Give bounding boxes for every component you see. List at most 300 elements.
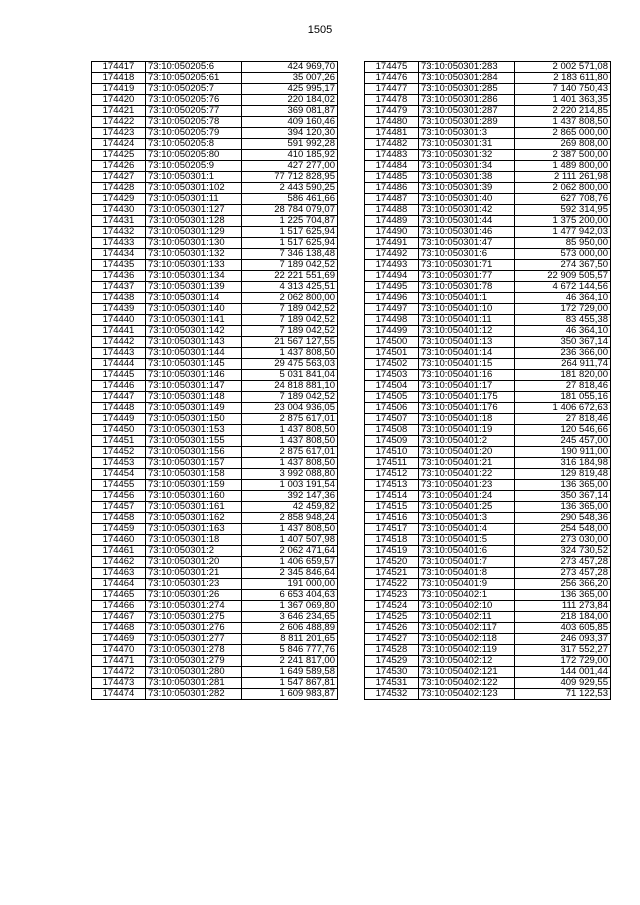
table-row bbox=[365, 183, 611, 194]
table-row bbox=[92, 513, 338, 524]
row-number-cell: 174457 bbox=[92, 502, 146, 513]
cadastral-value-cell: 191 000,00 bbox=[242, 579, 338, 590]
cadastral-number-cell: 73:10:050205:61 bbox=[146, 73, 242, 84]
cadastral-number-cell: 73:10:050301:144 bbox=[146, 348, 242, 359]
cadastral-number-cell: 73:10:050402:122 bbox=[419, 678, 515, 689]
cadastral-number-cell: 73:10:050205:76 bbox=[146, 95, 242, 106]
cadastral-number-cell: 73:10:050401:16 bbox=[419, 370, 515, 381]
cadastral-number-cell: 73:10:050301:39 bbox=[419, 183, 515, 194]
row-number-cell: 174531 bbox=[365, 678, 419, 689]
table-row bbox=[92, 579, 338, 590]
table-row bbox=[92, 502, 338, 513]
row-number-cell: 174506 bbox=[365, 403, 419, 414]
cadastral-number-cell: 73:10:050301:284 bbox=[419, 73, 515, 84]
table-row bbox=[365, 62, 611, 73]
row-number-cell: 174436 bbox=[92, 271, 146, 282]
cadastral-value-cell: 3 992 088,80 bbox=[242, 469, 338, 480]
cadastral-value-cell: 4 313 425,51 bbox=[242, 282, 338, 293]
table-row bbox=[365, 579, 611, 590]
cadastral-value-cell: 1 437 808,50 bbox=[242, 458, 338, 469]
cadastral-number-cell: 73:10:050205:9 bbox=[146, 161, 242, 172]
cadastral-number-cell: 73:10:050301:274 bbox=[146, 601, 242, 612]
cadastral-value-cell: 190 911,00 bbox=[515, 447, 611, 458]
cadastral-value-cell: 2 345 846,64 bbox=[242, 568, 338, 579]
row-number-cell: 174511 bbox=[365, 458, 419, 469]
table-row bbox=[365, 84, 611, 95]
row-number-cell: 174517 bbox=[365, 524, 419, 535]
row-number-cell: 174447 bbox=[92, 392, 146, 403]
table-row bbox=[365, 656, 611, 667]
row-number-cell: 174512 bbox=[365, 469, 419, 480]
row-number-cell: 174529 bbox=[365, 656, 419, 667]
row-number-cell: 174473 bbox=[92, 678, 146, 689]
table-row bbox=[365, 623, 611, 634]
cadastral-value-cell: 144 001,44 bbox=[515, 667, 611, 678]
table-row bbox=[365, 678, 611, 689]
cadastral-number-cell: 73:10:050301:133 bbox=[146, 260, 242, 271]
cadastral-number-cell: 73:10:050301:1 bbox=[146, 172, 242, 183]
row-number-cell: 174491 bbox=[365, 238, 419, 249]
row-number-cell: 174420 bbox=[92, 95, 146, 106]
row-number-cell: 174469 bbox=[92, 634, 146, 645]
table-row bbox=[92, 458, 338, 469]
row-number-cell: 174480 bbox=[365, 117, 419, 128]
table-row bbox=[92, 645, 338, 656]
row-number-cell: 174421 bbox=[92, 106, 146, 117]
cadastral-value-cell: 369 081,87 bbox=[242, 106, 338, 117]
row-number-cell: 174524 bbox=[365, 601, 419, 612]
table-row bbox=[92, 491, 338, 502]
cadastral-number-cell: 73:10:050301:44 bbox=[419, 216, 515, 227]
cadastral-number-cell: 73:10:050301:153 bbox=[146, 425, 242, 436]
row-number-cell: 174475 bbox=[365, 62, 419, 73]
cadastral-value-cell: 35 007,26 bbox=[242, 73, 338, 84]
table-row bbox=[92, 689, 338, 700]
cadastral-value-cell: 317 552,27 bbox=[515, 645, 611, 656]
cadastral-number-cell: 73:10:050205:79 bbox=[146, 128, 242, 139]
cadastral-number-cell: 73:10:050401:21 bbox=[419, 458, 515, 469]
cadastral-value-cell: 2 062 800,00 bbox=[242, 293, 338, 304]
cadastral-number-cell: 73:10:050301:156 bbox=[146, 447, 242, 458]
table-row bbox=[92, 678, 338, 689]
table-row bbox=[365, 447, 611, 458]
cadastral-number-cell: 73:10:050402:117 bbox=[419, 623, 515, 634]
cadastral-number-cell: 73:10:050301:42 bbox=[419, 205, 515, 216]
row-number-cell: 174459 bbox=[92, 524, 146, 535]
row-number-cell: 174419 bbox=[92, 84, 146, 95]
row-number-cell: 174532 bbox=[365, 689, 419, 700]
cadastral-number-cell: 73:10:050301:141 bbox=[146, 315, 242, 326]
cadastral-number-cell: 73:10:050402:119 bbox=[419, 645, 515, 656]
cadastral-value-cell: 1 406 659,57 bbox=[242, 557, 338, 568]
cadastral-number-cell: 73:10:050401:18 bbox=[419, 414, 515, 425]
row-number-cell: 174445 bbox=[92, 370, 146, 381]
table-row bbox=[92, 183, 338, 194]
cadastral-value-cell: 27 818,46 bbox=[515, 381, 611, 392]
table-row bbox=[365, 469, 611, 480]
cadastral-value-cell: 2 002 571,08 bbox=[515, 62, 611, 73]
cadastral-value-cell: 269 808,00 bbox=[515, 139, 611, 150]
cadastral-number-cell: 73:10:050401:3 bbox=[419, 513, 515, 524]
cadastral-value-cell: 1 406 672,63 bbox=[515, 403, 611, 414]
row-number-cell: 174465 bbox=[92, 590, 146, 601]
row-number-cell: 174483 bbox=[365, 150, 419, 161]
cadastral-value-cell: 290 548,36 bbox=[515, 513, 611, 524]
cadastral-value-cell: 1 517 625,94 bbox=[242, 227, 338, 238]
cadastral-number-cell: 73:10:050301:129 bbox=[146, 227, 242, 238]
row-number-cell: 174488 bbox=[365, 205, 419, 216]
cadastral-number-cell: 73:10:050301:275 bbox=[146, 612, 242, 623]
cadastral-value-cell: 2 875 617,01 bbox=[242, 414, 338, 425]
cadastral-number-cell: 73:10:050301:78 bbox=[419, 282, 515, 293]
cadastral-number-cell: 73:10:050301:162 bbox=[146, 513, 242, 524]
table-row bbox=[92, 194, 338, 205]
cadastral-value-cell: 1 437 808,50 bbox=[242, 425, 338, 436]
table-row bbox=[365, 370, 611, 381]
cadastral-value-cell: 254 548,00 bbox=[515, 524, 611, 535]
cadastral-value-cell: 236 366,00 bbox=[515, 348, 611, 359]
cadastral-number-cell: 73:10:050301:77 bbox=[419, 271, 515, 282]
cadastral-value-cell: 591 992,28 bbox=[242, 139, 338, 150]
cadastral-number-cell: 73:10:050301:160 bbox=[146, 491, 242, 502]
row-number-cell: 174463 bbox=[92, 568, 146, 579]
row-number-cell: 174495 bbox=[365, 282, 419, 293]
cadastral-number-cell: 73:10:050301:40 bbox=[419, 194, 515, 205]
cadastral-number-cell: 73:10:050301:2 bbox=[146, 546, 242, 557]
row-number-cell: 174444 bbox=[92, 359, 146, 370]
cadastral-number-cell: 73:10:050301:128 bbox=[146, 216, 242, 227]
cadastral-number-cell: 73:10:050301:276 bbox=[146, 623, 242, 634]
cadastral-number-cell: 73:10:050301:146 bbox=[146, 370, 242, 381]
cadastral-number-cell: 73:10:050401:4 bbox=[419, 524, 515, 535]
cadastral-value-cell: 1 225 704,87 bbox=[242, 216, 338, 227]
cadastral-value-cell: 2 387 500,00 bbox=[515, 150, 611, 161]
table-row bbox=[365, 293, 611, 304]
row-number-cell: 174441 bbox=[92, 326, 146, 337]
cadastral-number-cell: 73:10:050301:34 bbox=[419, 161, 515, 172]
cadastral-value-cell: 273 457,28 bbox=[515, 557, 611, 568]
cadastral-number-cell: 73:10:050301:287 bbox=[419, 106, 515, 117]
table-row bbox=[92, 260, 338, 271]
cadastral-value-cell: 273 030,00 bbox=[515, 535, 611, 546]
cadastral-value-cell: 403 605,85 bbox=[515, 623, 611, 634]
table-row bbox=[365, 271, 611, 282]
table-row bbox=[365, 161, 611, 172]
row-number-cell: 174429 bbox=[92, 194, 146, 205]
cadastral-value-cell: 7 189 042,52 bbox=[242, 304, 338, 315]
cadastral-number-cell: 73:10:050301:142 bbox=[146, 326, 242, 337]
cadastral-number-cell: 73:10:050301:18 bbox=[146, 535, 242, 546]
cadastral-number-cell: 73:10:050301:145 bbox=[146, 359, 242, 370]
table-row bbox=[92, 95, 338, 106]
cadastral-number-cell: 73:10:050301:282 bbox=[146, 689, 242, 700]
cadastral-value-cell: 22 221 551,69 bbox=[242, 271, 338, 282]
cadastral-value-cell: 2 241 817,00 bbox=[242, 656, 338, 667]
cadastral-value-cell: 246 093,37 bbox=[515, 634, 611, 645]
row-number-cell: 174496 bbox=[365, 293, 419, 304]
table-row bbox=[365, 205, 611, 216]
cadastral-number-cell: 73:10:050301:277 bbox=[146, 634, 242, 645]
cadastral-value-cell: 425 995,17 bbox=[242, 84, 338, 95]
table-row bbox=[365, 557, 611, 568]
cadastral-value-cell: 218 184,00 bbox=[515, 612, 611, 623]
table-row bbox=[92, 304, 338, 315]
table-row bbox=[365, 403, 611, 414]
cadastral-number-cell: 73:10:050301:21 bbox=[146, 568, 242, 579]
table-row bbox=[92, 315, 338, 326]
row-number-cell: 174423 bbox=[92, 128, 146, 139]
table-row bbox=[92, 62, 338, 73]
cadastral-value-cell: 2 858 948,24 bbox=[242, 513, 338, 524]
cadastral-value-cell: 1 547 867,81 bbox=[242, 678, 338, 689]
cadastral-value-cell: 7 189 042,52 bbox=[242, 315, 338, 326]
row-number-cell: 174450 bbox=[92, 425, 146, 436]
cadastral-number-cell: 73:10:050401:14 bbox=[419, 348, 515, 359]
cadastral-value-cell: 1 401 363,35 bbox=[515, 95, 611, 106]
cadastral-value-cell: 24 818 881,10 bbox=[242, 381, 338, 392]
table-row bbox=[92, 480, 338, 491]
cadastral-value-cell: 7 346 138,48 bbox=[242, 249, 338, 260]
cadastral-number-cell: 73:10:050401:8 bbox=[419, 568, 515, 579]
cadastral-value-cell: 5 031 841,04 bbox=[242, 370, 338, 381]
cadastral-value-cell: 2 111 261,98 bbox=[515, 172, 611, 183]
row-number-cell: 174490 bbox=[365, 227, 419, 238]
table-row bbox=[92, 601, 338, 612]
cadastral-value-cell: 2 062 800,00 bbox=[515, 183, 611, 194]
cadastral-number-cell: 73:10:050301:14 bbox=[146, 293, 242, 304]
table-row bbox=[365, 73, 611, 84]
row-number-cell: 174448 bbox=[92, 403, 146, 414]
table-row bbox=[365, 414, 611, 425]
row-number-cell: 174484 bbox=[365, 161, 419, 172]
table-row bbox=[92, 392, 338, 403]
cadastral-number-cell: 73:10:050301:279 bbox=[146, 656, 242, 667]
cadastral-number-cell: 73:10:050301:286 bbox=[419, 95, 515, 106]
cadastral-value-cell: 46 364,10 bbox=[515, 293, 611, 304]
cadastral-value-cell: 324 730,52 bbox=[515, 546, 611, 557]
cadastral-value-cell: 2 875 617,01 bbox=[242, 447, 338, 458]
table-row bbox=[365, 282, 611, 293]
row-number-cell: 174509 bbox=[365, 436, 419, 447]
table-row bbox=[365, 150, 611, 161]
cadastral-number-cell: 73:10:050401:17 bbox=[419, 381, 515, 392]
cadastral-value-cell: 42 459,82 bbox=[242, 502, 338, 513]
row-number-cell: 174500 bbox=[365, 337, 419, 348]
row-number-cell: 174528 bbox=[365, 645, 419, 656]
table-row bbox=[365, 326, 611, 337]
cadastral-number-cell: 73:10:050401:5 bbox=[419, 535, 515, 546]
cadastral-number-cell: 73:10:050401:11 bbox=[419, 315, 515, 326]
table-row bbox=[365, 535, 611, 546]
table-row bbox=[92, 436, 338, 447]
cadastral-number-cell: 73:10:050205:78 bbox=[146, 117, 242, 128]
table-row bbox=[365, 227, 611, 238]
cadastral-value-cell: 427 277,00 bbox=[242, 161, 338, 172]
cadastral-number-cell: 73:10:050401:13 bbox=[419, 337, 515, 348]
table-row bbox=[92, 370, 338, 381]
row-number-cell: 174522 bbox=[365, 579, 419, 590]
cadastral-number-cell: 73:10:050401:15 bbox=[419, 359, 515, 370]
cadastral-value-cell: 1 489 800,00 bbox=[515, 161, 611, 172]
row-number-cell: 174526 bbox=[365, 623, 419, 634]
cadastral-value-cell: 2 606 488,89 bbox=[242, 623, 338, 634]
row-number-cell: 174461 bbox=[92, 546, 146, 557]
cadastral-value-cell: 1 437 808,50 bbox=[242, 524, 338, 535]
cadastral-number-cell: 73:10:050301:281 bbox=[146, 678, 242, 689]
cadastral-number-cell: 73:10:050205:8 bbox=[146, 139, 242, 150]
table-row bbox=[365, 348, 611, 359]
row-number-cell: 174513 bbox=[365, 480, 419, 491]
cadastral-value-cell: 181 820,00 bbox=[515, 370, 611, 381]
cadastral-number-cell: 73:10:050402:1 bbox=[419, 590, 515, 601]
cadastral-value-cell: 5 846 777,76 bbox=[242, 645, 338, 656]
cadastral-value-cell: 316 184,98 bbox=[515, 458, 611, 469]
row-number-cell: 174417 bbox=[92, 62, 146, 73]
table-row bbox=[92, 249, 338, 260]
cadastral-number-cell: 73:10:050301:134 bbox=[146, 271, 242, 282]
table-row bbox=[365, 392, 611, 403]
table-row bbox=[365, 139, 611, 150]
table-row bbox=[365, 260, 611, 271]
cadastral-number-cell: 73:10:050301:132 bbox=[146, 249, 242, 260]
cadastral-number-cell: 73:10:050301:148 bbox=[146, 392, 242, 403]
row-number-cell: 174428 bbox=[92, 183, 146, 194]
cadastral-number-cell: 73:10:050402:118 bbox=[419, 634, 515, 645]
row-number-cell: 174422 bbox=[92, 117, 146, 128]
row-number-cell: 174468 bbox=[92, 623, 146, 634]
row-number-cell: 174458 bbox=[92, 513, 146, 524]
table-row bbox=[92, 139, 338, 150]
cadastral-number-cell: 73:10:050301:140 bbox=[146, 304, 242, 315]
cadastral-value-cell: 1 367 069,80 bbox=[242, 601, 338, 612]
row-number-cell: 174510 bbox=[365, 447, 419, 458]
cadastral-value-table-left bbox=[91, 61, 338, 700]
cadastral-value-cell: 592 314,95 bbox=[515, 205, 611, 216]
cadastral-number-cell: 73:10:050205:6 bbox=[146, 62, 242, 73]
cadastral-number-cell: 73:10:050205:80 bbox=[146, 150, 242, 161]
cadastral-value-cell: 1 517 625,94 bbox=[242, 238, 338, 249]
row-number-cell: 174449 bbox=[92, 414, 146, 425]
cadastral-value-cell: 21 567 127,55 bbox=[242, 337, 338, 348]
cadastral-number-cell: 73:10:050301:149 bbox=[146, 403, 242, 414]
table-row bbox=[365, 612, 611, 623]
table-row bbox=[92, 238, 338, 249]
cadastral-number-cell: 73:10:050301:285 bbox=[419, 84, 515, 95]
table-row bbox=[365, 568, 611, 579]
cadastral-value-cell: 136 365,00 bbox=[515, 590, 611, 601]
table-row bbox=[92, 348, 338, 359]
cadastral-number-cell: 73:10:050301:163 bbox=[146, 524, 242, 535]
row-number-cell: 174493 bbox=[365, 260, 419, 271]
row-number-cell: 174514 bbox=[365, 491, 419, 502]
table-body bbox=[92, 62, 338, 700]
table-row bbox=[92, 227, 338, 238]
table-row bbox=[92, 117, 338, 128]
cadastral-value-cell: 2 220 214,85 bbox=[515, 106, 611, 117]
cadastral-value-cell: 424 969,70 bbox=[242, 62, 338, 73]
row-number-cell: 174455 bbox=[92, 480, 146, 491]
row-number-cell: 174498 bbox=[365, 315, 419, 326]
table-row bbox=[92, 172, 338, 183]
table-row bbox=[92, 590, 338, 601]
cadastral-value-cell: 172 729,00 bbox=[515, 304, 611, 315]
row-number-cell: 174508 bbox=[365, 425, 419, 436]
cadastral-number-cell: 73:10:050301:102 bbox=[146, 183, 242, 194]
cadastral-number-cell: 73:10:050301:150 bbox=[146, 414, 242, 425]
table-row bbox=[365, 458, 611, 469]
cadastral-value-cell: 46 364,10 bbox=[515, 326, 611, 337]
cadastral-number-cell: 73:10:050301:161 bbox=[146, 502, 242, 513]
cadastral-value-cell: 2 443 590,25 bbox=[242, 183, 338, 194]
table-row bbox=[365, 128, 611, 139]
table-row bbox=[365, 95, 611, 106]
row-number-cell: 174518 bbox=[365, 535, 419, 546]
cadastral-value-cell: 2 062 471,64 bbox=[242, 546, 338, 557]
table-row bbox=[92, 612, 338, 623]
row-number-cell: 174456 bbox=[92, 491, 146, 502]
row-number-cell: 174454 bbox=[92, 469, 146, 480]
cadastral-value-cell: 220 184,02 bbox=[242, 95, 338, 106]
table-row bbox=[92, 469, 338, 480]
table-row bbox=[365, 117, 611, 128]
cadastral-value-cell: 1 437 808,50 bbox=[242, 436, 338, 447]
cadastral-number-cell: 73:10:050401:22 bbox=[419, 469, 515, 480]
cadastral-value-cell: 3 646 234,65 bbox=[242, 612, 338, 623]
table-row bbox=[92, 216, 338, 227]
cadastral-number-cell: 73:10:050301:31 bbox=[419, 139, 515, 150]
cadastral-number-cell: 73:10:050402:10 bbox=[419, 601, 515, 612]
cadastral-value-table-right bbox=[364, 61, 611, 700]
cadastral-number-cell: 73:10:050402:121 bbox=[419, 667, 515, 678]
cadastral-value-cell: 350 367,14 bbox=[515, 337, 611, 348]
cadastral-number-cell: 73:10:050401:20 bbox=[419, 447, 515, 458]
cadastral-value-cell: 136 365,00 bbox=[515, 502, 611, 513]
cadastral-number-cell: 73:10:050401:12 bbox=[419, 326, 515, 337]
row-number-cell: 174425 bbox=[92, 150, 146, 161]
table-row bbox=[92, 546, 338, 557]
cadastral-value-cell: 410 185,92 bbox=[242, 150, 338, 161]
cadastral-value-cell: 245 457,00 bbox=[515, 436, 611, 447]
cadastral-value-cell: 29 475 563,03 bbox=[242, 359, 338, 370]
row-number-cell: 174481 bbox=[365, 128, 419, 139]
cadastral-number-cell: 73:10:050301:127 bbox=[146, 205, 242, 216]
cadastral-number-cell: 73:10:050402:12 bbox=[419, 656, 515, 667]
table-row bbox=[92, 557, 338, 568]
table-row bbox=[92, 634, 338, 645]
cadastral-value-cell: 1 437 808,50 bbox=[515, 117, 611, 128]
table-row bbox=[92, 337, 338, 348]
table-row bbox=[92, 403, 338, 414]
row-number-cell: 174527 bbox=[365, 634, 419, 645]
row-number-cell: 174470 bbox=[92, 645, 146, 656]
cadastral-value-cell: 350 367,14 bbox=[515, 491, 611, 502]
row-number-cell: 174439 bbox=[92, 304, 146, 315]
cadastral-number-cell: 73:10:050301:47 bbox=[419, 238, 515, 249]
cadastral-number-cell: 73:10:050401:1 bbox=[419, 293, 515, 304]
table-row bbox=[92, 293, 338, 304]
table-row bbox=[365, 645, 611, 656]
cadastral-value-cell: 2 183 611,80 bbox=[515, 73, 611, 84]
cadastral-value-cell: 71 122,53 bbox=[515, 689, 611, 700]
cadastral-number-cell: 73:10:050301:283 bbox=[419, 62, 515, 73]
row-number-cell: 174507 bbox=[365, 414, 419, 425]
cadastral-number-cell: 73:10:050301:289 bbox=[419, 117, 515, 128]
table-row bbox=[365, 634, 611, 645]
table-row bbox=[365, 513, 611, 524]
row-number-cell: 174505 bbox=[365, 392, 419, 403]
table-row bbox=[365, 172, 611, 183]
row-number-cell: 174477 bbox=[365, 84, 419, 95]
